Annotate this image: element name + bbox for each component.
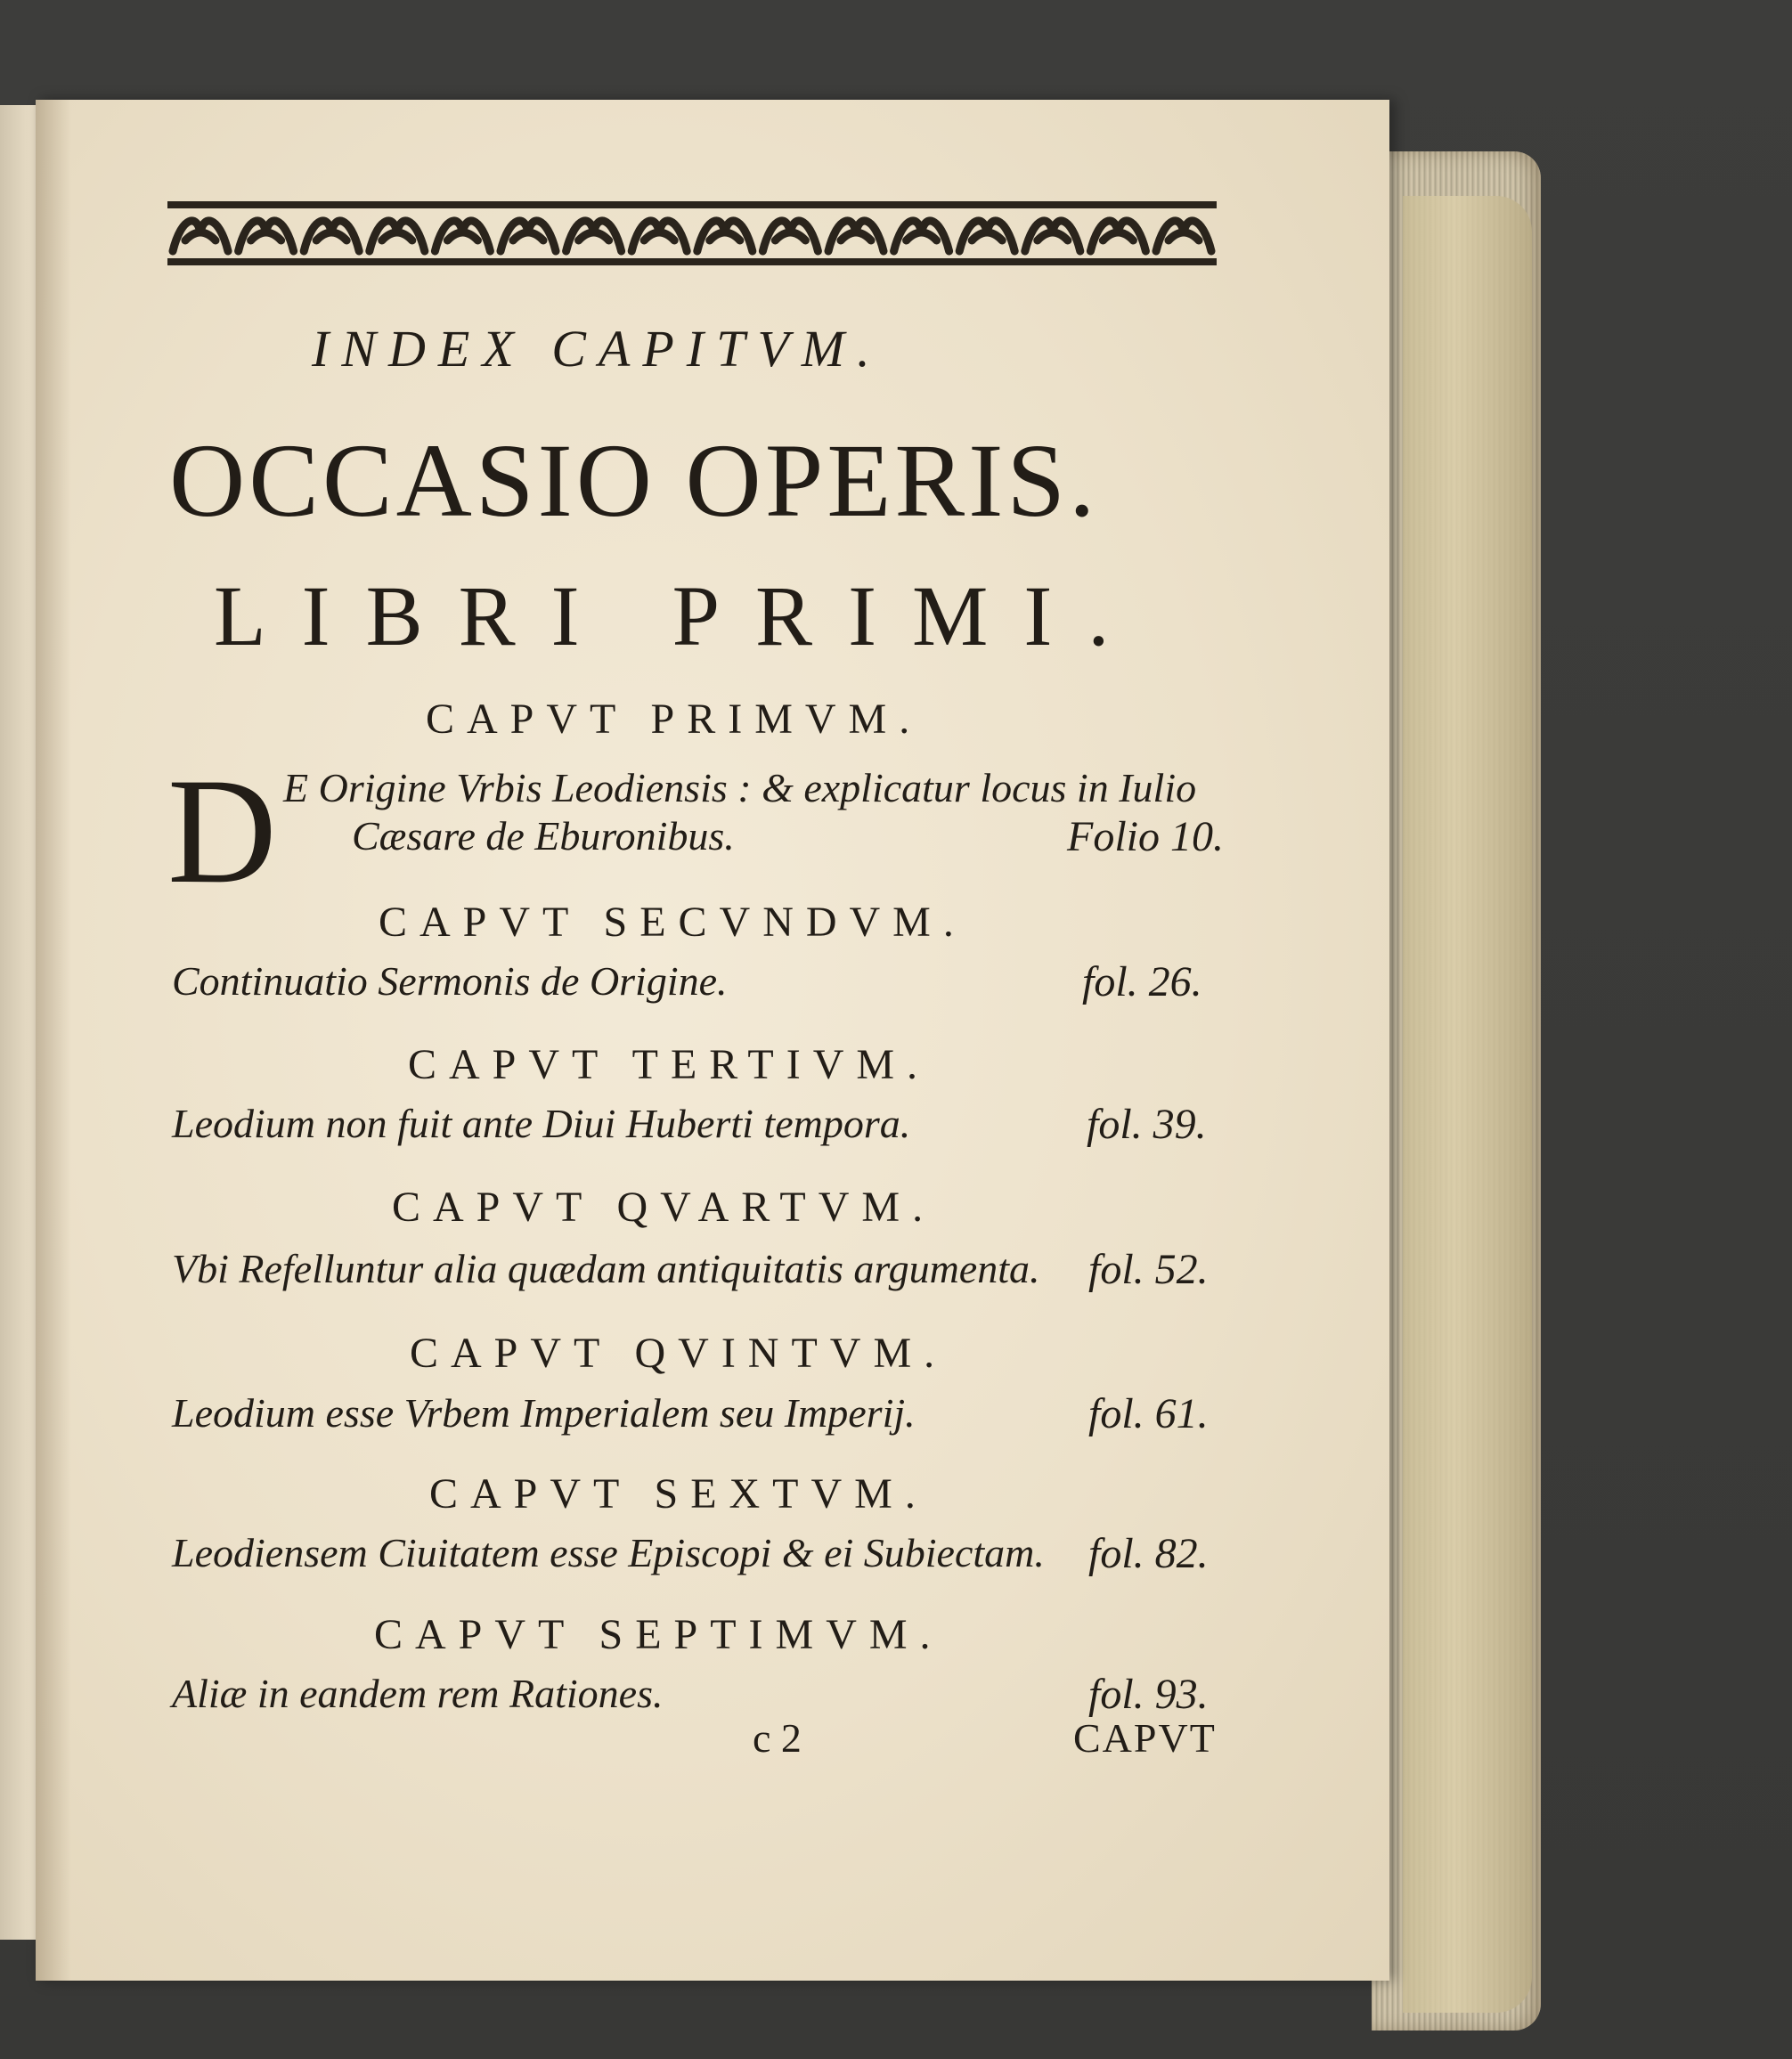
chapter-1-heading: CAPVT PRIMVM. bbox=[426, 696, 923, 743]
chapter-3-heading: CAPVT TERTIVM. bbox=[408, 1041, 931, 1088]
book-fore-edge bbox=[1403, 196, 1532, 2013]
catchword: CAPVT bbox=[1073, 1715, 1217, 1761]
chapter-2-desc: Continuatio Sermonis de Origine. bbox=[172, 958, 728, 1004]
chapter-1-folio: Folio 10. bbox=[1067, 813, 1224, 860]
chapter-4-heading: CAPVT QVARTVM. bbox=[392, 1184, 936, 1231]
chapter-5-folio: fol. 61. bbox=[1088, 1390, 1209, 1437]
chapter-3-desc: Leodium non fuit ante Diui Huberti tempora. bbox=[172, 1101, 911, 1146]
chapter-4-desc: Vbi Refelluntur alia quædam antiquitatis argumenta. bbox=[172, 1246, 1040, 1291]
ornament-unit bbox=[697, 221, 753, 251]
decorative-headpiece-ornament bbox=[167, 198, 1217, 269]
index-heading: INDEX CAPITVM. bbox=[312, 320, 883, 378]
ornament-unit bbox=[435, 221, 490, 251]
chapter-6-heading: CAPVT SEXTVM. bbox=[429, 1470, 928, 1518]
chapter-1-desc-line2: Cæsare de Eburonibus. bbox=[352, 813, 735, 859]
dropcap-letter: D bbox=[167, 747, 277, 915]
ornament-unit bbox=[1025, 221, 1080, 251]
ornament-unit bbox=[173, 221, 228, 251]
ornament-unit bbox=[370, 221, 425, 251]
chapter-2-folio: fol. 26. bbox=[1082, 958, 1202, 1005]
chapter-1-desc-line1: E Origine Vrbis Leodiensis : & explicatur locus in Iulio bbox=[283, 765, 1197, 810]
ornament-unit bbox=[1090, 221, 1145, 251]
chapter-7-heading: CAPVT SEPTIMVM. bbox=[374, 1611, 943, 1658]
chapter-6-desc: Leodiensem Ciuitatem esse Episcopi & ei Subiectam. bbox=[172, 1530, 1045, 1575]
ornament-unit bbox=[239, 221, 294, 251]
ornament-unit bbox=[762, 221, 818, 251]
chapter-3-folio: fol. 39. bbox=[1087, 1101, 1207, 1148]
ornament-unit bbox=[1156, 221, 1211, 251]
ornament-unit bbox=[959, 221, 1014, 251]
occasio-title: OCCASIO OPERIS. bbox=[169, 422, 1099, 539]
chapter-7-folio: fol. 93. bbox=[1088, 1671, 1209, 1718]
ornament-unit bbox=[501, 221, 556, 251]
ornament-unit bbox=[304, 221, 359, 251]
ornament-unit bbox=[631, 221, 687, 251]
libri-subtitle: LIBRI PRIMI. bbox=[214, 568, 1145, 663]
chapter-7-desc: Aliæ in eandem rem Rationes. bbox=[172, 1671, 664, 1716]
chapter-5-desc: Leodium esse Vrbem Imperialem seu Imperij. bbox=[172, 1390, 916, 1436]
ornament-unit bbox=[894, 221, 949, 251]
chapter-6-folio: fol. 82. bbox=[1088, 1530, 1209, 1577]
chapter-4-folio: fol. 52. bbox=[1088, 1246, 1209, 1293]
signature-mark: c 2 bbox=[753, 1715, 802, 1761]
ornament-unit bbox=[828, 221, 884, 251]
gutter-shadow bbox=[36, 100, 71, 1981]
chapter-5-heading: CAPVT QVINTVM. bbox=[410, 1330, 948, 1377]
chapter-2-heading: CAPVT SECVNDVM. bbox=[379, 899, 966, 946]
ornament-unit bbox=[566, 221, 622, 251]
